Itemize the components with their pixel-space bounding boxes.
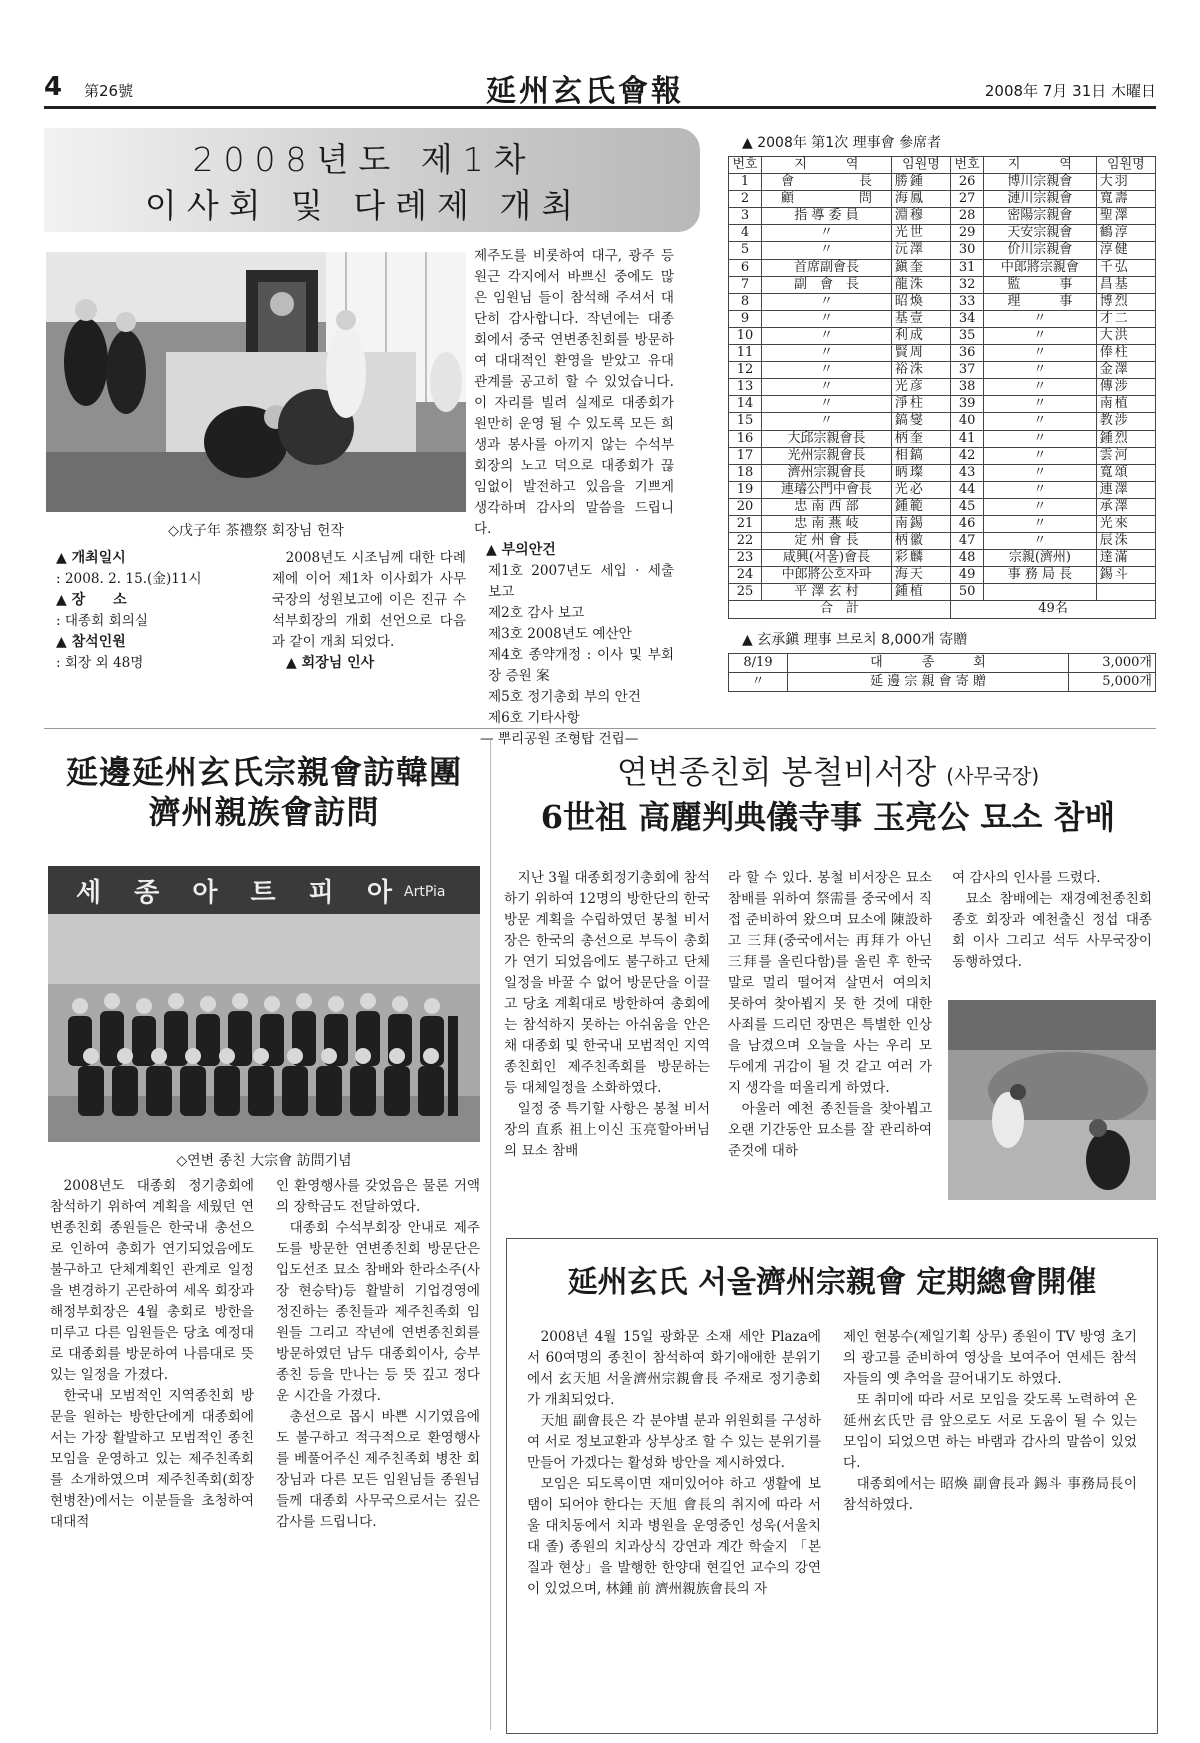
row-region: 定 州 會 長 bbox=[762, 533, 892, 550]
attendance-row bbox=[729, 464, 1156, 481]
article3-paragraph: 일정 중 특기할 사항은 봉철 비서장의 直系 祖上이신 玉亮할아버님의 묘소 참배 bbox=[504, 1101, 710, 1159]
row-region: 〃 bbox=[762, 242, 892, 259]
row-number: 29 bbox=[951, 225, 984, 242]
meeting-body-text: 2008년도 시조님께 대한 다례제에 이어 제1차 이사회가 사무국장의 성원보고에 이은 진규 수석부회장의 개회 선언으로 다음과 같이 개최 되었다. bbox=[272, 550, 466, 650]
heading-place: ▲ 장 소 bbox=[56, 592, 127, 608]
row-region: 〃 bbox=[984, 515, 1097, 532]
row-number: 6 bbox=[729, 259, 762, 276]
page-header bbox=[44, 70, 1156, 109]
row-region: 〃 bbox=[762, 413, 892, 430]
row-region: 〃 bbox=[984, 345, 1097, 362]
article2-paragraph: 인 환영행사를 갖었음은 물론 거액의 장학금도 전달하였다. bbox=[276, 1178, 480, 1215]
attendance-row bbox=[729, 567, 1156, 584]
article2-paragraph: 대종회 수석부회장 안내로 제주도를 방문한 연변종친회 방문단은 입도선조 묘소 참배와 한라소주(사장 현승탁)등 활발히 기업경영에 정진하는 종친들과 제주친족회 임원들 그리고 작년에 연변종친회를 방문하였던 남두 대종회이사, 승부 종친 등을 만나는 등 뜻 깊고 정다운 시간을 가졌다. bbox=[276, 1220, 480, 1404]
attendance-row bbox=[729, 379, 1156, 396]
donation-title: ▲ 玄承鎭 理事 브로치 8,000개 寄贈 bbox=[742, 631, 968, 648]
row-officer: 金澤 bbox=[1096, 362, 1155, 379]
row-region: 〃 bbox=[762, 310, 892, 327]
row-officer: 博烈 bbox=[1096, 293, 1155, 310]
row-officer: 利成 bbox=[891, 327, 950, 344]
agenda-footer: — 뿌리공원 조형탑 건립— bbox=[480, 731, 639, 747]
agenda-item: 제5호 정기총회 부의 안건 bbox=[488, 689, 641, 705]
col-header: 번호 bbox=[951, 157, 984, 174]
attendance-row bbox=[729, 225, 1156, 242]
row-region: 〃 bbox=[984, 447, 1097, 464]
row-region: 〃 bbox=[762, 327, 892, 344]
row-officer: 鎭奎 bbox=[891, 259, 950, 276]
attendance-row bbox=[729, 327, 1156, 344]
article2-column1 bbox=[50, 1176, 254, 1533]
row-region: 副 會 長 bbox=[762, 276, 892, 293]
attendance-rows bbox=[729, 174, 1156, 601]
row-officer: 昞璨 bbox=[891, 464, 950, 481]
row-officer: 勝鍾 bbox=[891, 174, 950, 191]
attendance-row bbox=[729, 550, 1156, 567]
row-officer: 俸柱 bbox=[1096, 345, 1155, 362]
article3-column2 bbox=[728, 868, 932, 1162]
row-number: 14 bbox=[729, 396, 762, 413]
ceremony-photo-drawing bbox=[46, 252, 466, 512]
row-number: 37 bbox=[951, 362, 984, 379]
article2-paragraph: 한국내 모범적인 지역종친회 방문을 원하는 방한단에게 대종회에서는 가장 활발하고 모범적인 종친모임을 운영하고 있는 제주친족회를 소개하였으며 제주친족회(회장 현병찬)에서는 이분들을 초청하여 대대적 bbox=[50, 1388, 254, 1530]
row-region: 〃 bbox=[984, 327, 1097, 344]
attendance-row bbox=[729, 481, 1156, 498]
attendance-row bbox=[729, 430, 1156, 447]
attendance-row bbox=[729, 515, 1156, 532]
row-region: 〃 bbox=[984, 413, 1097, 430]
row-officer: 才二 bbox=[1096, 310, 1155, 327]
row-number: 3 bbox=[729, 208, 762, 225]
ceremony-photo bbox=[46, 252, 466, 512]
agenda-item: 제2호 감사 보고 bbox=[488, 605, 585, 621]
row-officer: 柄奎 bbox=[891, 430, 950, 447]
group-photo-caption: ◇연변 종친 大宗會 訪問기념 bbox=[176, 1153, 352, 1169]
row-officer: 南錫 bbox=[891, 515, 950, 532]
row-region bbox=[984, 584, 1097, 601]
row-number: 26 bbox=[951, 174, 984, 191]
building-sign-en: ArtPia bbox=[404, 884, 446, 900]
article4-paragraph: 2008년 4월 15일 광화문 소재 세안 Plaza에서 60여명의 종친이 참석하여 화기애애한 분위기에서 玄天旭 서울濟州宗親會長 주재로 정기총회가 개최되었다. bbox=[527, 1329, 821, 1408]
article4-column1 bbox=[527, 1327, 821, 1600]
row-officer: 光必 bbox=[891, 481, 950, 498]
row-officer: 昌基 bbox=[1096, 276, 1155, 293]
row-officer: 相鎬 bbox=[891, 447, 950, 464]
row-number: 36 bbox=[951, 345, 984, 362]
article-grave-visit bbox=[500, 752, 1156, 838]
attendance-row bbox=[729, 498, 1156, 515]
row-number: 5 bbox=[729, 242, 762, 259]
row-region: 忠 南 燕 岐 bbox=[762, 515, 892, 532]
row-officer: 傳涉 bbox=[1096, 379, 1155, 396]
article3-title-line1 bbox=[500, 752, 1156, 796]
row-region: 〃 bbox=[984, 498, 1097, 515]
row-region: 价川宗親會 bbox=[984, 242, 1097, 259]
article3-title-line2: 6世祖 高麗判典儀寺事 玉亮公 묘소 참배 bbox=[540, 798, 1116, 836]
row-number: 10 bbox=[729, 327, 762, 344]
article-board-meeting bbox=[44, 128, 704, 747]
row-number: 44 bbox=[951, 481, 984, 498]
row-region: 監 事 bbox=[984, 276, 1097, 293]
greeting-column bbox=[474, 246, 674, 750]
row-officer: 承澤 bbox=[1096, 498, 1155, 515]
row-region: 光州宗親會長 bbox=[762, 447, 892, 464]
row-officer: 聖澤 bbox=[1096, 208, 1155, 225]
row-region: 大邱宗親會長 bbox=[762, 430, 892, 447]
donation-date: 〃 bbox=[729, 672, 788, 691]
heading-attendees: ▲ 참석인원 bbox=[56, 634, 126, 650]
row-number: 40 bbox=[951, 413, 984, 430]
article-seoul-jeju-meeting bbox=[506, 1238, 1158, 1734]
building-sign: 세 종 아 트 피 아 bbox=[76, 878, 404, 908]
row-number: 8 bbox=[729, 293, 762, 310]
column-divider bbox=[490, 740, 491, 1730]
row-region: 密陽宗親會 bbox=[984, 208, 1097, 225]
row-officer: 昭煥 bbox=[891, 293, 950, 310]
row-officer: 鍾植 bbox=[891, 584, 950, 601]
row-officer: 教涉 bbox=[1096, 413, 1155, 430]
row-number: 12 bbox=[729, 362, 762, 379]
article3-title-sub: (사무국장) bbox=[946, 764, 1040, 788]
attendance-row bbox=[729, 584, 1156, 601]
attendance-row bbox=[729, 447, 1156, 464]
agenda-item: 제4호 종약개정 : 이사 및 부회장 증원 案 bbox=[488, 647, 674, 684]
attendance-row bbox=[729, 345, 1156, 362]
attendance-table bbox=[728, 156, 1156, 619]
row-number: 33 bbox=[951, 293, 984, 310]
row-number: 21 bbox=[729, 515, 762, 532]
article4-paragraph: 또 취미에 따라 서로 모임을 갖도록 노력하여 온 延州玄氏만 큼 앞으로도 서로 도움이 될 수 있는 모임이 되었으면 하는 바램과 감사의 말씀이 있었다. bbox=[843, 1392, 1137, 1471]
attendance-section bbox=[728, 132, 1158, 692]
row-number: 28 bbox=[951, 208, 984, 225]
row-number: 17 bbox=[729, 447, 762, 464]
row-number: 9 bbox=[729, 310, 762, 327]
row-region: 宗親(濟州) bbox=[984, 550, 1097, 567]
row-region: 〃 bbox=[762, 225, 892, 242]
row-officer: 淵穆 bbox=[891, 208, 950, 225]
photo-caption: ◇戊子年 茶禮祭 회장님 헌작 bbox=[168, 523, 344, 539]
row-number: 48 bbox=[951, 550, 984, 567]
col-header: 지 역 bbox=[984, 157, 1097, 174]
article3-paragraph: 지난 3월 대종회정기총회에 참석하기 위하여 12명의 방한단의 한국 방문 계획을 수립하였던 봉철 비서장은 한국의 총선으로 부득이 총회가 연기 되었음에도 불구하고 단체일정을 바꿀 수 없어 방문단을 이끌고 당초 계획대로 방한하여 총회에는 참석하지 못하는 아쉬움을 안은 채 대종회 및 한국내 모범적인 지역종친회인 제주친족회를 방문하는 등 대체일정을 소화하였다. bbox=[504, 870, 710, 1096]
row-number: 30 bbox=[951, 242, 984, 259]
row-number: 39 bbox=[951, 396, 984, 413]
row-officer: 鶴淳 bbox=[1096, 225, 1155, 242]
attendance-row bbox=[729, 413, 1156, 430]
row-number: 49 bbox=[951, 567, 984, 584]
article3-paragraph: 라 할 수 있다. 봉철 비서장은 묘소 참배를 위하여 祭需를 중국에서 직접 준비하여 왔으며 묘소에 陳設하고 三拜(중국에서는 再拜가 아닌 三拜를 올린다함)를 올린 후 한국말로 멀리 떨어져 살면서 여의치 못하여 찾아뵙지 못 한 것에 대한 사죄를 드리던 장면은 특별한 인상을 남겼으며 오늘을 사는 우리 모두에게 귀감이 될 것 같고 여러 가지 생각을 떠올리게 하였다. bbox=[728, 870, 932, 1096]
row-officer: 淳健 bbox=[1096, 242, 1155, 259]
article-yanbian-visit bbox=[44, 752, 484, 832]
donation-amount: 5,000개 bbox=[1069, 672, 1156, 691]
row-officer: 千弘 bbox=[1096, 259, 1155, 276]
article4-paragraph: 제인 현봉수(제일기획 상무) 종원이 TV 방영 초기의 광고를 준비하여 영상을 보여주어 연세든 참석자들의 옛 추억을 끌어내기도 하였다. bbox=[843, 1329, 1137, 1387]
row-region: 忠 南 西 部 bbox=[762, 498, 892, 515]
agenda-item: 제1호 2007년도 세입 · 세출 보고 bbox=[488, 563, 674, 600]
article4-paragraph: 대종회에서는 昭煥 副會長과 錫斗 事務局長이 참석하였다. bbox=[843, 1476, 1137, 1513]
row-region: 〃 bbox=[762, 362, 892, 379]
row-region: 〃 bbox=[984, 310, 1097, 327]
attendance-row bbox=[729, 242, 1156, 259]
article3-column3 bbox=[952, 868, 1152, 973]
row-officer: 沅澤 bbox=[891, 242, 950, 259]
row-number: 15 bbox=[729, 413, 762, 430]
row-region: 指 導 委 員 bbox=[762, 208, 892, 225]
row-region: 〃 bbox=[984, 396, 1097, 413]
row-officer bbox=[1096, 584, 1155, 601]
row-number: 25 bbox=[729, 584, 762, 601]
attendance-row bbox=[729, 174, 1156, 191]
row-region: 理 事 bbox=[984, 293, 1097, 310]
row-officer: 寬頌 bbox=[1096, 464, 1155, 481]
row-officer: 光世 bbox=[891, 225, 950, 242]
row-number: 35 bbox=[951, 327, 984, 344]
article4-paragraph: 天旭 副會長은 각 분야별 분과 위원회를 구성하여 서로 정보교환과 상부상조 할 수 있는 분위기를 만들어 가겠다는 활성화 방안을 제시하였다. bbox=[527, 1413, 821, 1471]
row-number: 22 bbox=[729, 533, 762, 550]
row-number: 24 bbox=[729, 567, 762, 584]
article3-paragraph: 묘소 참배에는 재경예천종친회 종호 회장과 예천출신 정섭 대종회 이사 그리고 석두 사무국장이 동행하였다. bbox=[952, 891, 1152, 970]
row-officer: 基壹 bbox=[891, 310, 950, 327]
row-officer: 彩麟 bbox=[891, 550, 950, 567]
row-region: 中郎將宗親會 bbox=[984, 259, 1097, 276]
col-header: 번호 bbox=[729, 157, 762, 174]
row-officer: 鍾烈 bbox=[1096, 430, 1155, 447]
row-region: 漣川宗親會 bbox=[984, 191, 1097, 208]
row-officer: 南植 bbox=[1096, 396, 1155, 413]
row-number: 42 bbox=[951, 447, 984, 464]
col-header: 지 역 bbox=[762, 157, 892, 174]
row-officer: 海鳳 bbox=[891, 191, 950, 208]
row-number: 38 bbox=[951, 379, 984, 396]
row-officer: 龍洙 bbox=[891, 276, 950, 293]
row-region: 中郎將公호자파 bbox=[762, 567, 892, 584]
article3-paragraph: 여 감사의 인사를 드렸다. bbox=[952, 870, 1101, 886]
heading-agenda: ▲ 부의안건 bbox=[486, 542, 556, 558]
row-region: 〃 bbox=[762, 396, 892, 413]
article2-column2 bbox=[276, 1176, 480, 1533]
row-region: 博川宗親會 bbox=[984, 174, 1097, 191]
total-label: 合 計 bbox=[729, 601, 951, 618]
row-region: 平 澤 玄 村 bbox=[762, 584, 892, 601]
row-region: 〃 bbox=[984, 464, 1097, 481]
issue-date: 2008年 7月 31日 木曜日 bbox=[984, 82, 1156, 100]
row-region: 〃 bbox=[984, 362, 1097, 379]
donation-amount: 3,000개 bbox=[1069, 653, 1156, 672]
grave-photo-drawing bbox=[948, 1000, 1156, 1200]
row-number: 2 bbox=[729, 191, 762, 208]
row-number: 34 bbox=[951, 310, 984, 327]
greeting-text: 제주도를 비롯하여 대구, 광주 등 원근 각지에서 바쁘신 중에도 많은 임원님 들이 참석해 주셔서 대단히 감사합니다. 작년에는 대종회에서 중국 연변종친회를 방문하여 대대적인 환영을 받았고 유대관계를 공고히 할 수 있었습니다. 이 자리를 빌려 실제로 대종회가 원만히 운영 될 수 있도록 모든 희생과 봉사를 아끼지 않는 수석부회장의 노고 덕으로 대종회가 끊임없이 발전하고 있음을 기쁘게 생각하며 감사의 말씀을 드립니다. bbox=[474, 248, 674, 537]
row-region: 〃 bbox=[984, 533, 1097, 550]
row-region: 〃 bbox=[762, 379, 892, 396]
agenda-item: 제6호 기타사항 bbox=[488, 710, 580, 726]
article3-paragraph: 아울러 예천 종친들을 찾아뵙고 오랜 기간동안 묘소를 잘 관리하여 준것에 대하 bbox=[728, 1101, 932, 1159]
row-region: 〃 bbox=[762, 293, 892, 310]
row-officer: 鍾範 bbox=[891, 498, 950, 515]
row-number: 19 bbox=[729, 481, 762, 498]
article4-column2 bbox=[843, 1327, 1137, 1516]
page-number: 4 bbox=[44, 72, 63, 102]
attendance-row bbox=[729, 362, 1156, 379]
row-number: 4 bbox=[729, 225, 762, 242]
row-number: 27 bbox=[951, 191, 984, 208]
article4-title: 延州玄氏 서울濟州宗親會 定期總會開催 bbox=[567, 1265, 1097, 1300]
row-number: 1 bbox=[729, 174, 762, 191]
article2-title-line2: 濟州親族會訪問 bbox=[148, 793, 380, 831]
donation-row bbox=[729, 672, 1156, 691]
place-value: : 대종회 회의실 bbox=[56, 613, 149, 629]
row-officer: 寬壽 bbox=[1096, 191, 1155, 208]
heading-date: ▲ 개최일시 bbox=[56, 550, 126, 566]
section-divider bbox=[44, 728, 1156, 729]
row-officer: 賢周 bbox=[891, 345, 950, 362]
row-region: 〃 bbox=[984, 430, 1097, 447]
row-officer: 光來 bbox=[1096, 515, 1155, 532]
total-value: 49名 bbox=[951, 601, 1156, 618]
attendance-title: ▲ 2008年 第1次 理事會 參席者 bbox=[742, 135, 942, 151]
col-header: 임원명 bbox=[891, 157, 950, 174]
row-officer: 裕洙 bbox=[891, 362, 950, 379]
article2-title-line1: 延邊延州玄氏宗親會訪韓團 bbox=[65, 753, 462, 791]
row-region: 顧 問 bbox=[762, 191, 892, 208]
row-region: 〃 bbox=[762, 345, 892, 362]
attendance-row bbox=[729, 208, 1156, 225]
attendance-row bbox=[729, 259, 1156, 276]
donation-date: 8/19 bbox=[729, 653, 788, 672]
row-region: 〃 bbox=[984, 379, 1097, 396]
col-header: 임원명 bbox=[1096, 157, 1155, 174]
row-number: 23 bbox=[729, 550, 762, 567]
row-officer: 連澤 bbox=[1096, 481, 1155, 498]
article3-column1 bbox=[504, 868, 710, 1162]
donation-donor: 延 邊 宗 親 會 寄 贈 bbox=[788, 672, 1069, 691]
row-number: 20 bbox=[729, 498, 762, 515]
article-title-line2: 이사회 및 다례제 개최 bbox=[144, 186, 584, 225]
row-officer: 鎬燮 bbox=[891, 413, 950, 430]
row-number: 50 bbox=[951, 584, 984, 601]
row-officer: 大羽 bbox=[1096, 174, 1155, 191]
article2-paragraph: 총선으로 몹시 바쁜 시기였음에도 불구하고 적극적으로 환영행사를 베풀어주신 제주친족회 병찬 회장님과 다른 모든 임원님들 종원님들께 대종회 사무국으로서는 깊은 감사를 드립니다. bbox=[276, 1409, 480, 1530]
attendance-row bbox=[729, 293, 1156, 310]
row-number: 11 bbox=[729, 345, 762, 362]
row-region: 〃 bbox=[984, 481, 1097, 498]
attendance-total-row bbox=[729, 601, 1156, 618]
row-number: 31 bbox=[951, 259, 984, 276]
row-number: 46 bbox=[951, 515, 984, 532]
attendance-row bbox=[729, 533, 1156, 550]
row-region: 天安宗親會 bbox=[984, 225, 1097, 242]
row-officer: 海天 bbox=[891, 567, 950, 584]
meeting-info-column bbox=[56, 548, 248, 674]
row-number: 43 bbox=[951, 464, 984, 481]
attendees-value: : 회장 외 48명 bbox=[56, 655, 144, 671]
row-number: 18 bbox=[729, 464, 762, 481]
grave-photo bbox=[948, 1000, 1156, 1200]
article-title-box bbox=[44, 128, 700, 232]
attendance-header-row bbox=[729, 157, 1156, 174]
row-number: 47 bbox=[951, 533, 984, 550]
row-officer: 雲河 bbox=[1096, 447, 1155, 464]
row-region: 會 長 bbox=[762, 174, 892, 191]
row-officer: 柄徽 bbox=[891, 533, 950, 550]
donation-donor: 대 종 회 bbox=[788, 653, 1069, 672]
agenda-item: 제3호 2008년도 예산안 bbox=[488, 626, 632, 642]
row-number: 45 bbox=[951, 498, 984, 515]
row-region: 事 務 局 長 bbox=[984, 567, 1097, 584]
agenda-list bbox=[474, 561, 674, 729]
row-number: 16 bbox=[729, 430, 762, 447]
row-number: 41 bbox=[951, 430, 984, 447]
row-officer: 達滿 bbox=[1096, 550, 1155, 567]
donation-row bbox=[729, 653, 1156, 672]
row-region: 咸興(서울)會長 bbox=[762, 550, 892, 567]
row-officer: 大洪 bbox=[1096, 327, 1155, 344]
donation-table bbox=[728, 653, 1156, 692]
row-officer: 錫斗 bbox=[1096, 567, 1155, 584]
date-value: : 2008. 2. 15.(金)11시 bbox=[56, 571, 202, 587]
meeting-body-column bbox=[272, 548, 466, 674]
row-region: 濟州宗親會長 bbox=[762, 464, 892, 481]
row-officer: 光彦 bbox=[891, 379, 950, 396]
masthead-title: 延州玄氏會報 bbox=[486, 74, 684, 109]
row-number: 32 bbox=[951, 276, 984, 293]
group-photo bbox=[48, 866, 480, 1142]
article4-paragraph: 모임은 되도록이면 재미있어야 하고 생활에 보탬이 되어야 한다는 天旭 會長의 취지에 따라 서울 대치동에서 치과 병원을 운영중인 성욱(서울치대 졸) 종원의 치과상식 강연과 계간 학술지 「본질과 현상」을 발행한 한양대 현길언 교수의 강연이 있었으며, 林鍾 前 濟州親族會長의 자 bbox=[527, 1476, 821, 1597]
row-officer: 辰洙 bbox=[1096, 533, 1155, 550]
article3-title-main: 연변종친회 봉철비서장 bbox=[616, 753, 937, 791]
attendance-row bbox=[729, 276, 1156, 293]
attendance-row bbox=[729, 396, 1156, 413]
attendance-row bbox=[729, 310, 1156, 327]
row-region: 首席副會長 bbox=[762, 259, 892, 276]
heading-greeting: ▲ 회장님 인사 bbox=[286, 655, 375, 671]
article-title-line1: 2008년도 제1차 bbox=[192, 140, 536, 179]
attendance-row bbox=[729, 191, 1156, 208]
row-number: 13 bbox=[729, 379, 762, 396]
issue-number: 第26號 bbox=[84, 82, 134, 100]
article2-paragraph: 2008년도 대종회 정기총회에 참석하기 위하여 계획을 세웠던 연변종친회 종원들은 한국내 총선으로 인하여 총회가 연기되었음에도 불구하고 단체계획인 관계로 일정을 변경하기 곤란하여 세옥 회장과 해정부회장은 4월 총회로 방한을 미루고 다른 임원들은 당초 예정대로 대종회를 방문하여 나름대로 뜻있는 일정을 가졌다. bbox=[50, 1178, 254, 1383]
row-region: 連璿公門中會長 bbox=[762, 481, 892, 498]
row-number: 7 bbox=[729, 276, 762, 293]
row-officer: 淨柱 bbox=[891, 396, 950, 413]
